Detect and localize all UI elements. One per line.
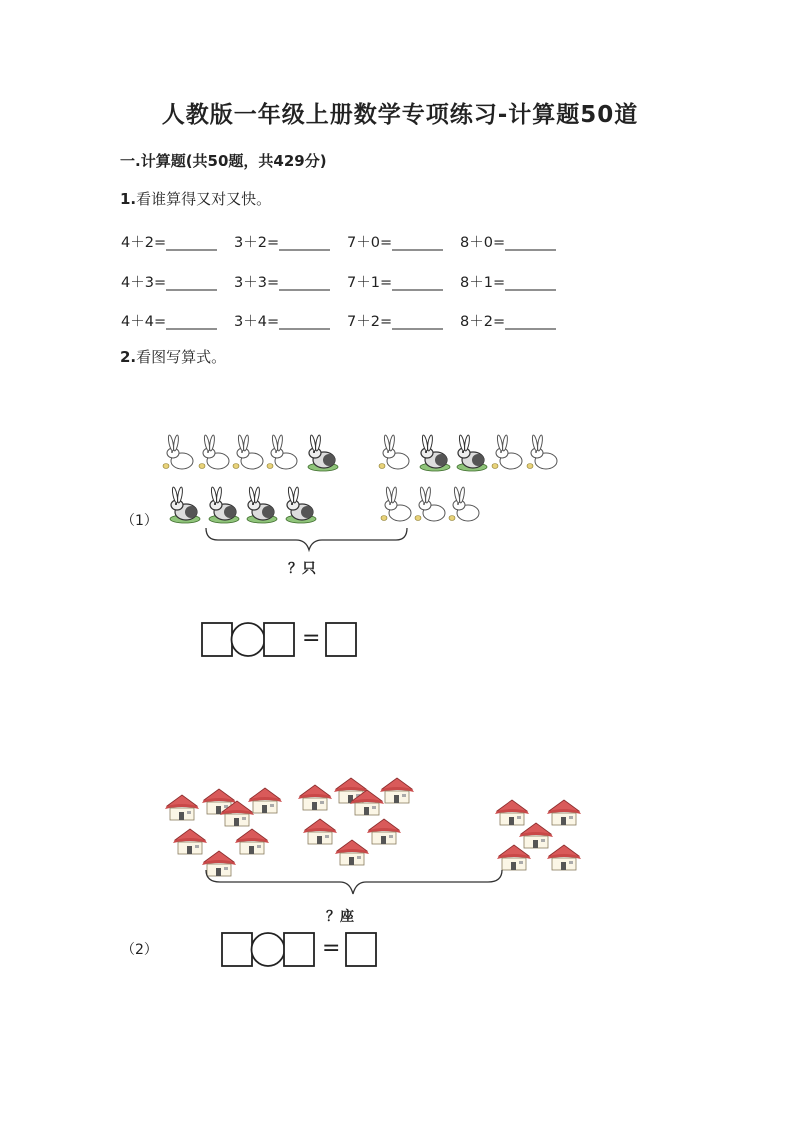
house-icon bbox=[367, 819, 401, 844]
house-group-right bbox=[495, 800, 581, 870]
house-icon bbox=[519, 823, 553, 848]
part-2-caption: ？座 bbox=[326, 909, 354, 925]
question-1-prompt: 看谁算得又对又快。 bbox=[136, 190, 272, 208]
question-2-prompt: 看图写算式。 bbox=[136, 348, 227, 366]
answer-boxes-2 bbox=[222, 933, 376, 966]
equation[interactable]: 8＋2=_______ bbox=[460, 314, 556, 330]
house-icon bbox=[248, 788, 282, 813]
house-icon bbox=[165, 795, 199, 820]
house-group-left bbox=[165, 788, 282, 876]
house-icon bbox=[298, 785, 332, 810]
equation[interactable]: 4＋3=_______ bbox=[121, 275, 217, 291]
equation[interactable]: 3＋4=_______ bbox=[234, 314, 330, 330]
equation[interactable]: 3＋3=_______ bbox=[234, 275, 330, 291]
part-1-label: （1） bbox=[121, 513, 158, 529]
page-title: 人教版一年级上册数学专项练习-计算题50道 bbox=[161, 102, 639, 128]
house-icon bbox=[173, 829, 207, 854]
answer-box[interactable] bbox=[346, 933, 376, 966]
equation[interactable]: 4＋4=_______ bbox=[121, 314, 217, 330]
part-2-label: （2） bbox=[121, 942, 158, 958]
house-icon bbox=[497, 845, 531, 870]
house-icon bbox=[202, 851, 236, 876]
question-2-number: 2. bbox=[120, 348, 137, 366]
house-icon bbox=[495, 800, 529, 825]
answer-box[interactable] bbox=[284, 933, 314, 966]
equation[interactable]: 7＋1=_______ bbox=[347, 275, 443, 291]
equation[interactable]: 7＋2=_______ bbox=[347, 314, 443, 330]
section-heading: 一.计算题(共50题，共429分) bbox=[120, 152, 327, 170]
brace bbox=[206, 870, 502, 894]
house-group-middle bbox=[298, 778, 414, 865]
equals-sign: = bbox=[322, 936, 341, 961]
equals-sign: = bbox=[302, 626, 321, 651]
equation[interactable]: 3＋2=_______ bbox=[234, 235, 330, 251]
house-icon bbox=[380, 778, 414, 803]
house-icon bbox=[547, 800, 581, 825]
house-icon bbox=[235, 829, 269, 854]
equation[interactable]: 7＋0=_______ bbox=[347, 235, 443, 251]
house-icon bbox=[335, 840, 369, 865]
house-icon bbox=[547, 845, 581, 870]
operator-circle[interactable] bbox=[252, 933, 285, 966]
equation[interactable]: 8＋0=_______ bbox=[460, 235, 556, 251]
answer-box[interactable] bbox=[222, 933, 252, 966]
question-1-number: 1. bbox=[120, 190, 137, 208]
equation[interactable]: 4＋2=_______ bbox=[121, 235, 217, 251]
equation[interactable]: 8＋1=_______ bbox=[460, 275, 556, 291]
house-icon bbox=[303, 819, 337, 844]
part-1-caption: ？只 bbox=[288, 561, 316, 577]
